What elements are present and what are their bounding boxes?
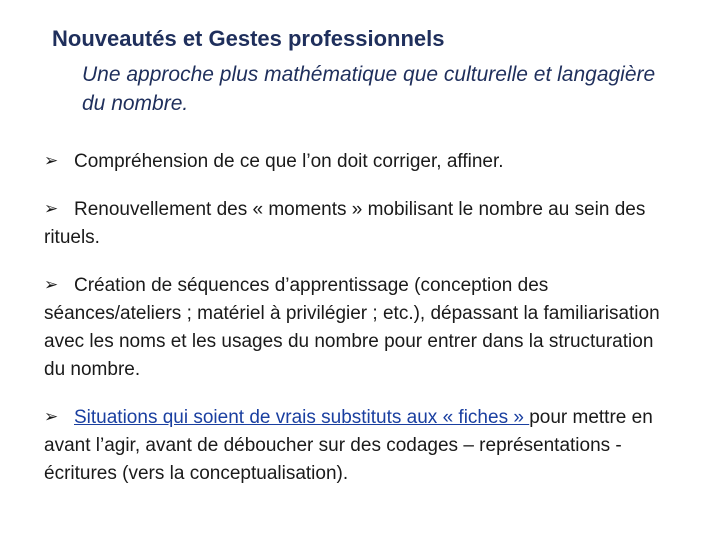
- bullet-text: Renouvellement des « moments » mobilisant le nombre au sein des rituels.: [44, 199, 646, 248]
- fiches-link[interactable]: Situations qui soient de vrais substituts aux « fiches »: [74, 407, 530, 428]
- bullet-text: pour mettre en avant l’agir, avant de déboucher sur des codages – représentations - écritures (vers la conceptualisation).: [44, 407, 653, 484]
- bullet-text: Création de séquences d’apprentissage (conception des séances/ateliers ; matériel à privilégier ; etc.), dépassant la familiarisation avec les noms et les usages du nombre pour entrer dans la structuration du nombre.: [44, 275, 660, 380]
- arrow-right-icon: ➢: [44, 151, 59, 170]
- bullet-item: [44, 148, 664, 176]
- arrow-right-icon: ➢: [44, 275, 59, 294]
- arrow-right-icon: ➢: [44, 407, 59, 426]
- bullet-item: [44, 404, 664, 488]
- bullet-item: [44, 196, 664, 252]
- slide-subtitle: Une approche plus mathématique que culturelle et langagière du nombre.: [82, 63, 656, 115]
- slide-title: Nouveautés et Gestes professionnels: [52, 26, 445, 51]
- arrow-right-icon: ➢: [44, 199, 59, 218]
- bullet-list: [44, 148, 664, 508]
- bullet-item: [44, 272, 664, 384]
- bullet-text: Compréhension de ce que l’on doit corriger, affiner.: [74, 151, 504, 172]
